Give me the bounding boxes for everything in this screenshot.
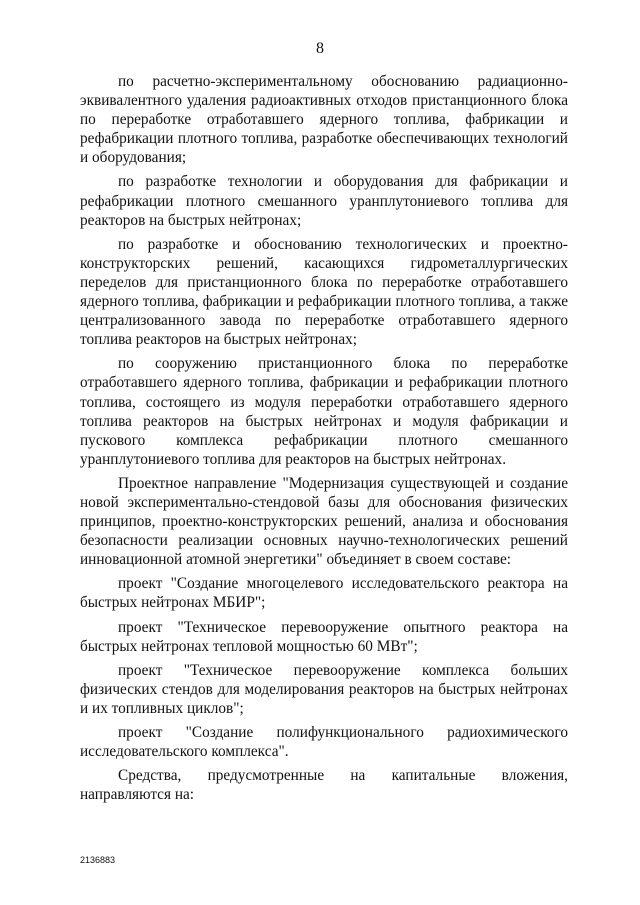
paragraph: проект "Техническое перевооружение опытного реактора на быстрых нейтронах тепловой мощностью 60 МВт"; <box>80 618 568 655</box>
paragraph: проект "Создание полифункционального радиохимического исследовательского комплекса". <box>80 724 568 761</box>
document-body <box>80 72 568 809</box>
paragraph: проект "Техническое перевооружение комплекса больших физических стендов для моделирования реакторов на быстрых нейтронах и их топливных циклов"; <box>80 661 568 717</box>
paragraph: Средства, предусмотренные на капитальные вложения, направляются на: <box>80 767 568 804</box>
document-code: 2136883 <box>80 855 116 865</box>
paragraph: по расчетно-экспериментальному обоснованию радиационно-эквивалентного удаления радиоактивных отходов пристанционного блока по переработке отработавшего ядерного топлива, фабрикации и рефабрикации плотного топлива, разработке обеспечивающих технологий и оборудования; <box>80 73 568 167</box>
paragraph: Проектное направление "Модернизация существующей и создание новой экспериментально-стендовой базы для обоснования физических принципов, проектно-конструкторских решений, анализа и обоснования безопасности реализации основных научно-технологических решений инновационной атомной энергетики" объединяет в своем составе: <box>80 474 568 569</box>
paragraph: по разработке технологии и оборудования для фабрикации и рефабрикации плотного смешанного уранплутониевого топлива для реакторов на быстрых нейтронах; <box>80 173 568 229</box>
page-number: 8 <box>316 40 324 57</box>
paragraph: по разработке и обоснованию технологических и проектно-конструкторских решений, касающихся гидрометаллургических переделов для пристанционного блока по переработке отработавшего ядерного топлива, фабрикации и рефабрикации плотного топлива, а также централизованного завода по переработке отработавшего ядерного топлива реакторов на быстрых нейтронах; <box>80 235 568 349</box>
paragraph: проект "Создание многоцелевого исследовательского реактора на быстрых нейтронах МБИР"; <box>80 575 568 612</box>
paragraph: по сооружению пристанционного блока по переработке отработавшего ядерного топлива, фабрикации и рефабрикации плотного топлива, состоящего из модуля переработки отработавшего ядерного топлива реакторов на быстрых нейтронах и модуля фабрикации и пускового комплекса рефабрикации плотного смешанного уранплутониевого топлива для реакторов на быстрых нейтронах. <box>80 355 568 468</box>
